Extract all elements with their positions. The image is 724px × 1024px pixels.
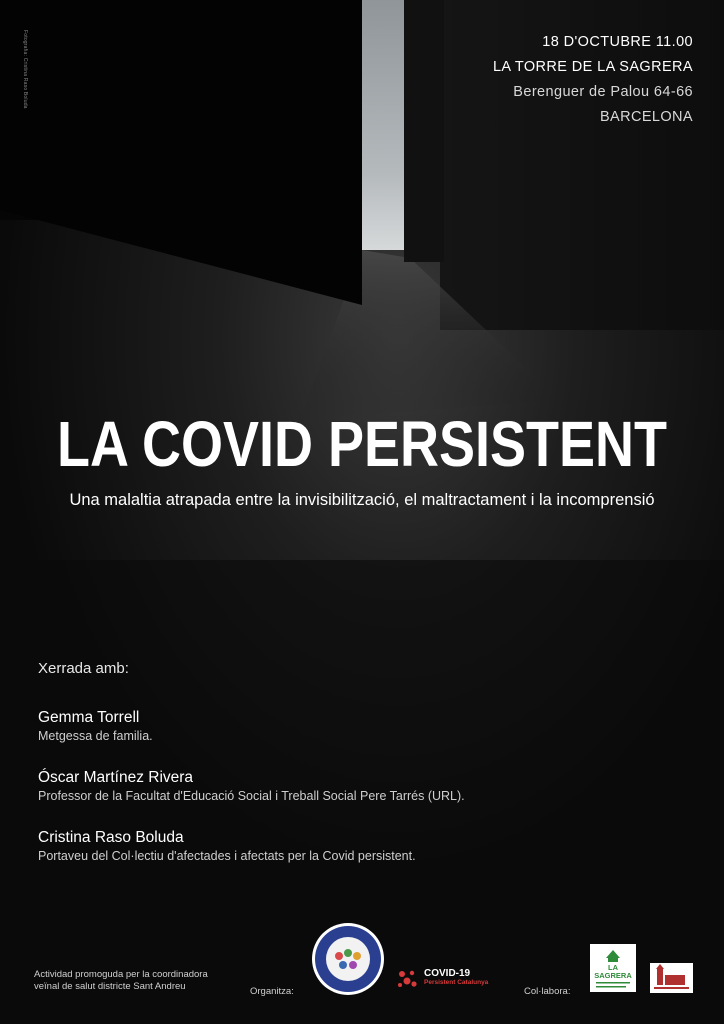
speaker-name: Cristina Raso Boluda	[38, 829, 184, 846]
la-sagrera-association-logo	[590, 944, 636, 992]
poster-title: LA COVID PERSISTENT	[56, 409, 668, 480]
organitza-label: Organitza:	[250, 986, 294, 997]
speaker-name: Gemma Torrell	[38, 709, 140, 726]
photo-credit: Fotografia: Cristina Raso Boluda	[22, 30, 28, 109]
promotion-note	[34, 969, 208, 993]
event-date: 18 D'OCTUBRE 11.00	[542, 34, 693, 50]
poster-subtitle: Una malaltia atrapada entre la invisibilització, el maltractament i la incomprensió	[69, 491, 655, 509]
neighborhood-health-council-seal	[311, 922, 385, 996]
speaker-item	[38, 768, 465, 804]
talk-intro: Xerrada amb:	[38, 660, 129, 677]
speaker-role: Professor de la Facultat d'Educació Social i Treball Social Pere Tarrés (URL).	[38, 789, 465, 803]
speaker-role: Portaveu del Col·lectiu d'afectades i afectats per la Covid persistent.	[38, 849, 416, 863]
torre-sagrera-logo	[650, 963, 693, 993]
virus-icon	[396, 968, 420, 992]
event-city: BARCELONA	[599, 109, 693, 125]
speaker-list	[38, 708, 465, 888]
promotion-note-line: Actividad promoguda per la coordinadora	[34, 969, 208, 980]
event-street: Berenguer de Palou 64-66	[513, 84, 693, 100]
event-info	[493, 30, 693, 130]
promotion-note-line: veïnal de salut districte Sant Andreu	[34, 981, 186, 992]
speaker-name: Óscar Martínez Rivera	[38, 769, 194, 786]
speaker-item	[38, 708, 465, 744]
la-sagrera-logo-text: LA SAGRERA	[594, 963, 632, 980]
covid-logo-title: COVID-19	[424, 968, 471, 979]
covid-persistent-logo	[396, 966, 506, 994]
collabora-label: Col·labora:	[524, 986, 571, 997]
speaker-role: Metgessa de familia.	[38, 729, 153, 743]
speaker-item	[38, 828, 465, 864]
event-venue: LA TORRE DE LA SAGRERA	[492, 59, 693, 75]
covid-logo-subtitle: Persistent Catalunya	[424, 979, 489, 986]
